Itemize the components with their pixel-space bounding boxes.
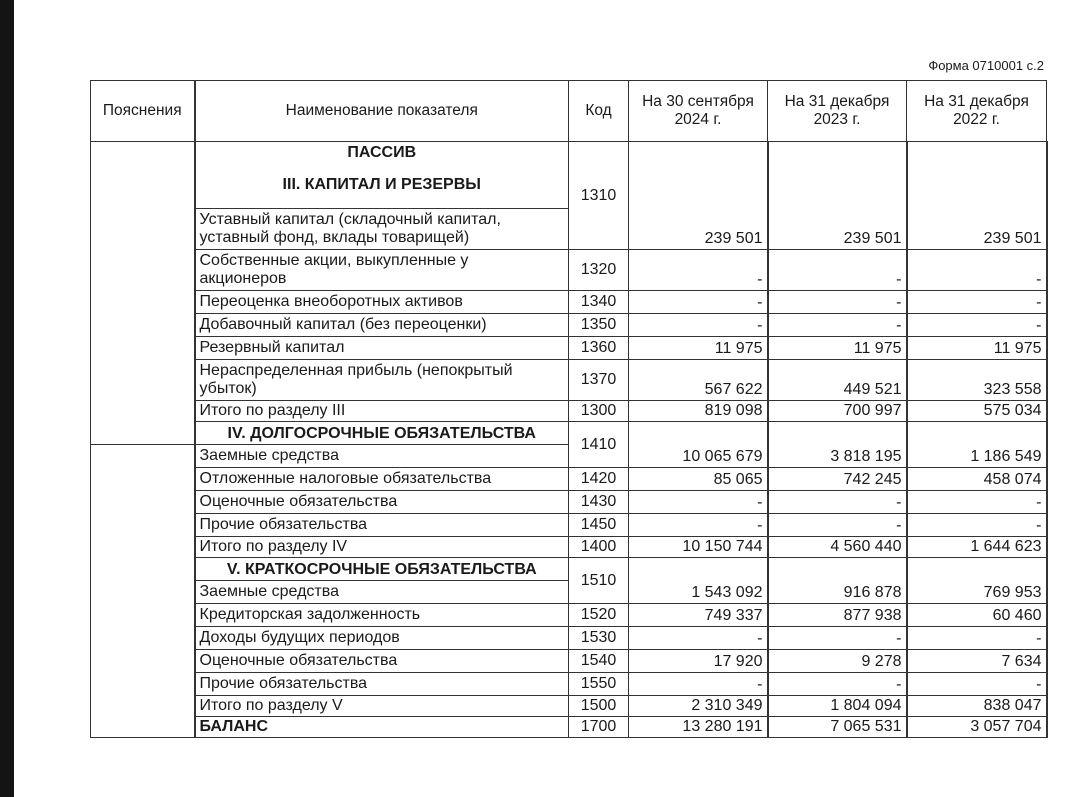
row-value-2022: 769 953 (907, 558, 1047, 604)
row-value-2023: 239 501 (768, 142, 907, 250)
row-value-2024: 13 280 191 (629, 717, 768, 738)
header-row (91, 81, 1047, 142)
row-value-2023: - (768, 514, 907, 537)
header-col-2024 (629, 81, 768, 142)
header-col-2024-line1: На 30 сентября (642, 93, 754, 110)
row-name: Заемные средства (195, 445, 569, 468)
table-row (91, 717, 1047, 738)
table-row (91, 314, 1047, 337)
row-name: Добавочный капитал (без переоценки) (195, 314, 569, 337)
header-col-2022 (907, 81, 1047, 142)
row-code: 1410 (569, 422, 629, 468)
row-value-2023: - (768, 291, 907, 314)
header-col-2022-line2: 2022 г. (953, 111, 1000, 128)
section-3-title: III. КАПИТАЛ И РЕЗЕРВЫ (282, 176, 481, 193)
notes-cell (91, 445, 195, 738)
row-value-2024: - (629, 291, 768, 314)
table-row (91, 627, 1047, 650)
row-value-2023: 742 245 (768, 468, 907, 491)
row-name-line1: Уставный капитал (складочный капитал, (199, 211, 501, 228)
section-header-liabilities (195, 142, 569, 209)
row-value-2023: 3 818 195 (768, 422, 907, 468)
row-code: 1510 (569, 558, 629, 604)
table-row (91, 337, 1047, 360)
row-value-2022: 458 074 (907, 468, 1047, 491)
table-row (91, 142, 1047, 209)
row-code: 1360 (569, 337, 629, 360)
row-value-2022: 3 057 704 (907, 717, 1047, 738)
header-notes: Пояснения (91, 81, 195, 142)
row-name (195, 360, 569, 401)
table-row (91, 537, 1047, 558)
table-row (91, 401, 1047, 422)
row-value-2023: - (768, 627, 907, 650)
row-code: 1540 (569, 650, 629, 673)
row-value-2023: - (768, 250, 907, 291)
row-name: Резервный капитал (195, 337, 569, 360)
row-value-2024: 11 975 (629, 337, 768, 360)
header-name: Наименование показателя (195, 81, 569, 142)
row-value-2023: - (768, 673, 907, 696)
row-code: 1340 (569, 291, 629, 314)
row-value-2024: - (629, 491, 768, 514)
row-value-2024: 17 920 (629, 650, 768, 673)
header-col-2024-line2: 2024 г. (674, 111, 722, 128)
row-code: 1420 (569, 468, 629, 491)
row-value-2024: 2 310 349 (629, 696, 768, 717)
form-label: Форма 0710001 с.2 (928, 58, 1044, 73)
row-value-2022: 575 034 (907, 401, 1047, 422)
row-value-2024: - (629, 627, 768, 650)
row-value-2022: 838 047 (907, 696, 1047, 717)
section-4-title: IV. ДОЛГОСРОЧНЫЕ ОБЯЗАТЕЛЬСТВА (195, 422, 569, 445)
row-value-2022: - (907, 514, 1047, 537)
row-name-line2: акционеров (199, 270, 287, 287)
row-value-2023: 916 878 (768, 558, 907, 604)
row-value-2023: - (768, 314, 907, 337)
row-value-2022: 323 558 (907, 360, 1047, 401)
table-row (91, 468, 1047, 491)
row-name: Прочие обязательства (195, 673, 569, 696)
row-code: 1520 (569, 604, 629, 627)
row-name (195, 250, 569, 291)
row-code: 1430 (569, 491, 629, 514)
row-code: 1530 (569, 627, 629, 650)
row-name: Оценочные обязательства (195, 491, 569, 514)
row-code: 1370 (569, 360, 629, 401)
header-col-2023-line2: 2023 г. (813, 111, 861, 128)
row-value-2022: - (907, 673, 1047, 696)
row-value-2024: - (629, 673, 768, 696)
row-name: БАЛАНС (195, 717, 569, 738)
header-col-2023 (768, 81, 907, 142)
row-name: Отложенные налоговые обязательства (195, 468, 569, 491)
header-col-2022-line1: На 31 декабря (924, 93, 1029, 110)
row-value-2024: 85 065 (629, 468, 768, 491)
table-row (91, 696, 1047, 717)
row-value-2022: - (907, 491, 1047, 514)
row-value-2022: 239 501 (907, 142, 1047, 250)
row-name: Доходы будущих периодов (195, 627, 569, 650)
balance-sheet-table (90, 80, 1048, 738)
liabilities-title: ПАССИВ (347, 144, 417, 161)
row-value-2024: 567 622 (629, 360, 768, 401)
row-value-2022: - (907, 627, 1047, 650)
row-name-line2: уставный фонд, вклады товарищей) (199, 229, 470, 246)
row-name (195, 209, 569, 250)
row-name: Итого по разделу V (195, 696, 569, 717)
row-value-2022: - (907, 314, 1047, 337)
row-value-2024: - (629, 514, 768, 537)
notes-cell (91, 142, 195, 445)
table-row (91, 250, 1047, 291)
table-row (91, 514, 1047, 537)
row-value-2023: 9 278 (768, 650, 907, 673)
scan-left-edge (0, 0, 14, 797)
row-name-line1: Нераспределенная прибыль (непокрытый (199, 362, 513, 379)
table-row (91, 291, 1047, 314)
row-name: Итого по разделу III (195, 401, 569, 422)
row-code: 1350 (569, 314, 629, 337)
row-name-line2: убыток) (199, 380, 257, 397)
row-value-2023: 877 938 (768, 604, 907, 627)
row-value-2024: - (629, 314, 768, 337)
table-row (91, 558, 1047, 581)
row-name: Итого по разделу IV (195, 537, 569, 558)
row-value-2023: 449 521 (768, 360, 907, 401)
row-name: Заемные средства (195, 581, 569, 604)
row-code: 1500 (569, 696, 629, 717)
row-name: Оценочные обязательства (195, 650, 569, 673)
row-value-2022: 60 460 (907, 604, 1047, 627)
row-value-2022: 7 634 (907, 650, 1047, 673)
row-code: 1700 (569, 717, 629, 738)
row-value-2023: 4 560 440 (768, 537, 907, 558)
row-value-2024: 819 098 (629, 401, 768, 422)
row-value-2022: - (907, 250, 1047, 291)
table-row (91, 422, 1047, 445)
section-5-title: V. КРАТКОСРОЧНЫЕ ОБЯЗАТЕЛЬСТВА (195, 558, 569, 581)
row-value-2022: 1 186 549 (907, 422, 1047, 468)
row-code: 1300 (569, 401, 629, 422)
row-value-2024: 749 337 (629, 604, 768, 627)
row-code: 1320 (569, 250, 629, 291)
row-name: Кредиторская задолженность (195, 604, 569, 627)
row-value-2023: 11 975 (768, 337, 907, 360)
row-value-2024: - (629, 250, 768, 291)
row-value-2023: 700 997 (768, 401, 907, 422)
table-row (91, 491, 1047, 514)
row-value-2022: 11 975 (907, 337, 1047, 360)
row-name: Переоценка внеоборотных активов (195, 291, 569, 314)
row-code: 1550 (569, 673, 629, 696)
row-value-2024: 239 501 (629, 142, 768, 250)
row-value-2022: 1 644 623 (907, 537, 1047, 558)
row-name-line1: Собственные акции, выкупленные у (199, 252, 469, 269)
header-code: Код (569, 81, 629, 142)
table-row (91, 604, 1047, 627)
row-value-2023: 7 065 531 (768, 717, 907, 738)
row-value-2024: 10 150 744 (629, 537, 768, 558)
row-value-2023: - (768, 491, 907, 514)
row-code: 1400 (569, 537, 629, 558)
row-value-2023: 1 804 094 (768, 696, 907, 717)
row-value-2024: 1 543 092 (629, 558, 768, 604)
row-code: 1450 (569, 514, 629, 537)
row-code: 1310 (569, 142, 629, 250)
table-row (91, 673, 1047, 696)
row-value-2024: 10 065 679 (629, 422, 768, 468)
row-value-2022: - (907, 291, 1047, 314)
row-name: Прочие обязательства (195, 514, 569, 537)
table-row (91, 650, 1047, 673)
table-row (91, 360, 1047, 401)
header-col-2023-line1: На 31 декабря (784, 93, 890, 110)
